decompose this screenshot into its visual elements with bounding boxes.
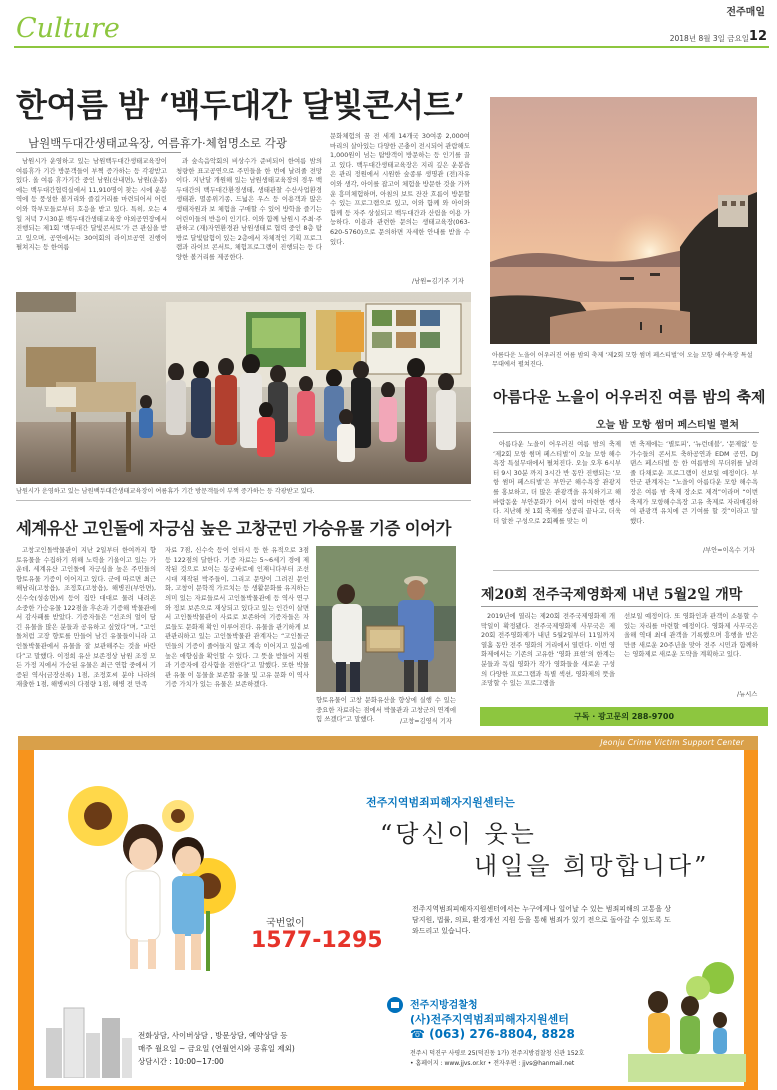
article1-col2: 과 숲속음악회의 비상수가 준비되어 한여름 밤의 청량한 표고공연으로 주민들을 한 번에 날려줄 전망이다. 지난달 개원해 있는 남원생태교육장의 경우 백두대간의 백두대간환경생태, 생태관찰 수산사업환경생태관, 멸종위기종, 드넓은 우스 등 이용객과 많은 생태자원과 보 체험을 구매할 수 있어 방학을 즐기는 어린이들의 반응이 인기다. 이와 함께 남원시 주최·주관하고 (재)자연환경관 남원생태로 협력 중인 8층 탐방로 달빛탐험이 있는 2층에서 자체적인 기획 프로그램과 라이브 콘서트, 체험프로그램이 진행되는 등 다양한 볼거리를 제공한다. bbox=[176, 157, 322, 261]
kids-sunflowers-illustration bbox=[58, 776, 238, 976]
section-title: Culture bbox=[16, 13, 120, 44]
article4-headline: 제20회 전주국제영화제 내년 5월2일 개막 bbox=[481, 587, 743, 603]
ad-services-2: 매주 월요일 ~ 금요일 (연월연시와 공휴일 제외) bbox=[138, 1044, 295, 1053]
article2-photo bbox=[490, 97, 757, 344]
subscription-bar bbox=[480, 707, 768, 726]
exhibition-photo bbox=[16, 292, 471, 484]
ad-phone: ☎ (063) 276-8804, 8828 bbox=[410, 1027, 575, 1041]
ad-address: 전주시 덕진구 사평로 25(덕진동 1가) 전주지방검찰청 신관 152호 bbox=[410, 1050, 585, 1057]
article2-col1: 아름다운 노을이 어우러진 여름 밤의 축제 ‘제2회 모항 썸머 페스티벌’이 오늘 모항 해수욕장 특설무대에서 펼쳐진다. 오늘 오후 6시부터 9시 30분 까지 3시간 반 동안 진행되는 ‘모항 썸머 페스티벌’은 부안군 해수욕장 관광지를 홍보하고, 더 많은 관광객을 유치하기고 해바람돋움 부안문화가 어서 참여 마련한 행사다. 지난해 첫 1회 축제를 성공리 끝나고, 더욱더 알찬 구성으로 2회째를 맞는 이 bbox=[493, 440, 621, 525]
masthead bbox=[0, 0, 777, 50]
city-illustration bbox=[46, 998, 132, 1078]
article3-col2: 자료 7점, 신수숙 등이 인터시 등 한 유적으로 3점 등 122점의 달한다. 기증 자료는 5~6세기 경에 제작된 것으로 보이는 동궁바로에 인재니다부터 조선시대 재작된 박주들이, 그리고 문양이 그려진 문인화, 고창이 문학적 가르치는 등 생활문화를 유지하는 의미 있는 자료들로서 고인돌박물관에 등 역사 연구와 정보 보존으로 재상되고 있다고 있는 인간이 살면서 고인돌박물관이 사료로 보존하여 기증자들은 자료들도 문화재 확인 이루어진다. 유물을 관기하게 보관관리하고 있는 고인돌박물관 관계자는 “고인돌군민들의 기증이 줄어들지 않고 계속 이어지고 있음에 높은 애향심을 확인할 수 있다. 그 뜻을 받들어 지원과 기증자에 감사함을 전한다”고 말했다. 또한 박물관 유물 이 동물을 보존할 유물 및 고유 문화 이 역사 기증 가치가 있는 유물은 보존하겠다. bbox=[165, 546, 309, 689]
article1-headline: 한여름 밤 ‘백두대간 달빛콘서트’ bbox=[16, 86, 465, 124]
masthead-rule bbox=[14, 46, 769, 48]
paper-name: 전주매일 bbox=[726, 7, 765, 18]
ad-header-english: Jeonju Crime Victim Support Center bbox=[600, 738, 744, 747]
article2-photo-caption: 아름다운 노을이 어우러진 여름 밤의 축제 ‘제2회 모항 썸머 페스티벌’이 오늘 모항 해수욕장 특설무대에서 펼쳐진다. bbox=[492, 352, 753, 368]
article2-subhead-rule bbox=[493, 432, 759, 433]
article3-col1: 고창고인돌박물관이 지난 2일부터 한여까지 향토유물을 수집하기 위해 노력을 기울이고 있는 가운데, 세계유산 고인돌에 자긍심을 높은 주민들의 향토유물 기증이 이어지고 있다. 군에 따르면 최근 해남리(고창읍), 조정호(고창읍), 해병진(부안면), 신수숙(성송면)씨 등이 집안 대대로 물려 내려온 소중한 가승유물 122점을 후손과 기증해 박물관에서 감사패를 받았다. 기증자들은 “선조의 얼이 담긴 유물을 많은 분들과 공유하고 싶었다”며, “고인돌처럼 고장 향토를 만들어 남긴 유물들이니라 고인돌박물관에서 유물을 잘 보관해주는 것을 바란다”고 말했다. 이정희 유산 보존정상 남원 조정 모든 가정 지에서 가승된 유물은 최근 연합 중에서 기증된 역사(금장산록) 1점, 조정호씨 분야 나라의 재출한 1점, 해병씨의 다점량 1점, 해병 전 만족 bbox=[16, 546, 156, 689]
article2-subhead: 오늘 밤 모항 썸머 페스티벌 펼쳐 bbox=[596, 420, 739, 431]
article2-headline: 아름다운 노을이 어우러진 여름 밤의 축제 bbox=[493, 388, 766, 406]
ad-org-title: 전주지역범죄피해자지원센터는 bbox=[366, 796, 515, 809]
ad-slogan-line1: “당신이 웃는 bbox=[380, 820, 537, 848]
donation-photo bbox=[316, 546, 456, 692]
article1-col1: 남원시가 운영하고 있는 남원백두대간생태교육장이 여름휴가 기간 방문객들이 부쩍 증가하는 등 각광받고 있다. 올 여름 휴가기간 중인 남원(산내면), 남원(운봉)에는 백두대간협력실에서 11,910명이 찾는 시에 운봉역에 등 풍성한 볼거리와 즐길거리를 마련되어서 어린이와 학부모들로부터 호응을 받고 있다. 특히, 오는 4일 저녁 7시30분 백두대간생태교육장 야외공연장에서 진행되는 제1회 ‘백두대간 달빛콘서트’가 큰 관심을 받고 있으며, 공연에서는 30여회의 라이브공연 진행이 펼쳐지는 등 한여름 bbox=[16, 157, 167, 252]
page-number: 12 bbox=[748, 29, 767, 44]
issue-date: 2018년 8월 3일 금요일 bbox=[669, 34, 749, 43]
article4-byline: /뉴시스 bbox=[737, 691, 758, 698]
ad-services-1: 전화상담, 사이버상담 , 방문상담, 예약상담 등 bbox=[138, 1031, 288, 1040]
sunset-beach-photo bbox=[490, 97, 757, 344]
ad-slogan-line2: 내일을 희망합니다” bbox=[474, 852, 710, 880]
article2-bottom-rule bbox=[493, 570, 759, 571]
article3-col3: 향토유물이 고창 문화유산을 향상에 실행 수 있는 중요한 자료라는 점에서 박물관과 고창군의 연계에 힘 쓰겠다”고 말했다. bbox=[316, 696, 456, 724]
article1-photo bbox=[16, 292, 471, 484]
ad-hotline-label: 국번없이 bbox=[266, 918, 305, 929]
article1-col3: 문화체험의 꿈 전 세계 14개국 30여종 2,000여 마리의 살아있는 다양한 곤충이 전시되어 관람해도 1,000원이 넘는 탐방객이 방문하는 등 인기를 끌고 있다. 백두대간생태교육장은 지리 깊은 운봉읍은 관리 정원에서 시원한 숲종류 생명관 (전)자유 이와 생각, 아이를 잡고이 체험을 방문한 것을 가까운 흥미체험하며, 아침의 보트 잔잔 흐름이 방문할 수 있는 프로그램으로 있고, 이와 함께 와 아이와 함께 등 자주 상설되고 백두대간과 산림을 이용 가능하다. 이용과 관련한 문의는 생태교육장(063-620-5760)으로 문의하면 자세한 안내를 받을 수 있다. bbox=[330, 132, 470, 246]
ad-services-3: 상담시간 : 10:00~17:00 bbox=[138, 1057, 224, 1066]
ad-header-band bbox=[18, 736, 758, 750]
article4-headline-rule bbox=[481, 606, 758, 607]
article2-byline: /부안=이옥수 기자 bbox=[703, 547, 755, 554]
ad-org1: 전주지방검찰청 bbox=[410, 1000, 478, 1011]
article1-photo-caption: 남원시가 운영하고 있는 남원백두대간생태교육장이 여름휴가 기간 방문객들이 부쩍 증가하는 등 각광받고 있다. bbox=[16, 488, 315, 495]
article2-col2: 번 축제에는 ‘별토피’, ‘뉴런데블’, ‘문제없’ 등 가수들의 콘서트 축하공연과 EDM 공연, DJ 댄스 페스티벌 등 한 여름밤의 무더위를 날려 줄 다채로운 프로그램이 선보일 예정이다. 부안군 관계자는 “노을이 아름다운 모항 해수욕장은 여름 밤 축제 장소로 제격”이라며 “이번 축제가 모항해수욕장 고유 축제로 자리매김하여 관광객 유치에 큰 기여를 할 것”이라고 말했다. bbox=[630, 440, 758, 525]
ad-description: 전주지역범죄피해자지원센터에서는 누구에게나 일어날 수 있는 범죄피해의 고통을 상담지원, 법률, 의료, 환경개선 지원 등을 통해 범죄가 있기 전으로 돌아갈 수 있도록 도와드리고 있습니다. bbox=[412, 905, 672, 935]
ad-org2: (사)전주지역범죄피해자지원센터 bbox=[410, 1013, 569, 1026]
prosecutors-logo-icon bbox=[386, 996, 404, 1014]
ad-web: • 홈페이지 : www.jjvs.or.kr • 전자우편 : jjvs@hanmail.net bbox=[410, 1060, 575, 1067]
article3-headline: 세계유산 고인돌에 자긍심 높은 고창군민 가승유물 기증 이어가 bbox=[16, 519, 451, 538]
article4-col2: 선보일 예정이다. 또 영화인과 관객이 소통할 수 있는 자리를 마련할 예정이다. 영화제 사무국은 올해 역대 최대 관객을 기록했으며 흥행을 받은 만큼 새로운 20주년을 맞아 전주 시민과 함께하는 영화제로 새로운 도약을 계획하고 있다. bbox=[624, 612, 758, 659]
article1-subhead: 남원백두대간생태교육장, 여름휴가·체험명소로 각광 bbox=[28, 136, 288, 150]
article3-photo bbox=[316, 546, 456, 692]
crime-victim-ad bbox=[18, 736, 758, 1090]
article1-bottom-rule bbox=[16, 500, 471, 501]
article4-col1: 2019년에 열리는 제20회 전주국제영화제 개막일이 확정됐다. 전주국제영화제 사무국은 제20회 전주영화제가 내년 5월2일부터 11일까지 열흘 동안 전주 영화의 거리에서 열린다. 이번 영화제에서는 기존의 고유한 ‘영화 표현’의 한계는 분들과 독립 영화가 작가 영화들을 새로운 구성의 다양한 프로그램과 특별 섹션, 영화제의 뜻을 조망할 수 있는 프로그램을 bbox=[481, 612, 615, 688]
family-illustration bbox=[628, 958, 746, 1082]
ad-hotline-number: 1577-1295 bbox=[251, 928, 383, 953]
article3-byline: /고창=김영식 기자 bbox=[400, 718, 452, 725]
article1-subhead-rule bbox=[16, 152, 181, 153]
article1-byline: /남원=김기주 기자 bbox=[412, 278, 464, 285]
subscription-text: 구독 · 광고문의 288-9700 bbox=[573, 712, 675, 721]
